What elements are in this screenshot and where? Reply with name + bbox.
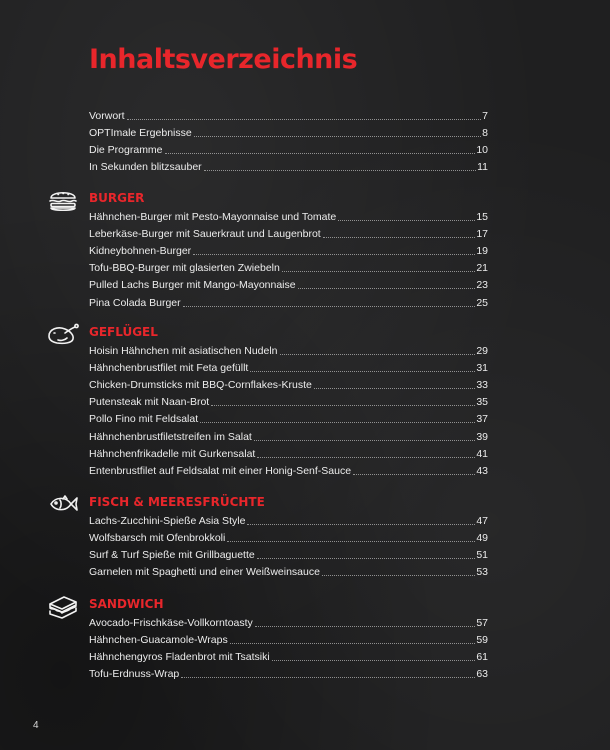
section-heading: SANDWICH xyxy=(89,597,164,611)
toc-entry-title: Leberkäse-Burger mit Sauerkraut und Laugenbrot xyxy=(89,228,321,241)
toc-entry-title: Tofu-Erdnuss-Wrap xyxy=(89,668,180,681)
toc-entry xyxy=(89,241,488,258)
dot-leader xyxy=(127,118,482,120)
toc-entry-title: Hoisin Hähnchen mit asiatischen Nudeln xyxy=(89,345,278,357)
dot-leader xyxy=(230,642,476,644)
toc-entry-page: 10 xyxy=(476,144,488,157)
fish-icon xyxy=(46,491,80,517)
toc-entry-page: 15 xyxy=(476,211,488,223)
toc-entry-title: Hähnchengyros Fladenbrot mit Tsatsiki xyxy=(89,651,270,664)
toc-entry-page: 23 xyxy=(476,279,488,292)
toc-entry-page: 47 xyxy=(476,515,488,527)
toc-entry xyxy=(89,258,488,275)
toc-entry-title: Die Programme xyxy=(89,144,163,157)
toc-entry-title: Pina Colada Burger xyxy=(89,296,181,309)
toc-entry xyxy=(89,123,488,140)
dot-leader xyxy=(282,270,475,272)
dot-leader xyxy=(255,625,476,627)
dot-leader xyxy=(322,574,475,576)
dot-leader xyxy=(193,253,475,255)
toc-entry xyxy=(89,207,488,224)
dot-leader xyxy=(194,135,481,137)
chicken-icon xyxy=(46,321,80,347)
toc-entry xyxy=(89,613,488,630)
toc-entry xyxy=(89,224,488,241)
toc-entry-page: 25 xyxy=(476,296,488,309)
toc-entry xyxy=(89,140,488,157)
page-title: Inhaltsverzeichnis xyxy=(89,44,358,75)
dot-leader xyxy=(165,152,476,154)
toc-entry-page: 33 xyxy=(476,379,488,392)
toc-entry xyxy=(89,293,488,310)
toc-entry-title: Tofu-BBQ-Burger mit glasierten Zwiebeln xyxy=(89,262,280,275)
toc-entry-page: 37 xyxy=(476,413,488,426)
toc-entry-page: 43 xyxy=(476,464,488,477)
toc-entry xyxy=(89,358,488,375)
toc-entry-page: 31 xyxy=(476,362,488,375)
toc-entry-title: Lachs-Zucchini-Spieße Asia Style xyxy=(89,515,246,527)
toc-entry-page: 17 xyxy=(476,228,488,241)
toc-entry-title: Garnelen mit Spaghetti und einer Weißweinsauce xyxy=(89,566,320,579)
toc-entry xyxy=(89,106,488,123)
toc-entry-page: 63 xyxy=(476,668,488,681)
toc-entry xyxy=(89,275,488,292)
toc-entry-page: 8 xyxy=(482,127,488,140)
dot-leader xyxy=(314,387,475,389)
dot-leader xyxy=(298,287,476,289)
toc-entry-title: Hähnchenbrustfilet mit Feta gefüllt xyxy=(89,362,249,375)
toc-entry xyxy=(89,341,488,358)
toc-entry-page: 61 xyxy=(476,651,488,664)
toc-entry-page: 53 xyxy=(476,566,488,579)
toc-entry xyxy=(89,511,488,528)
toc-entry-title: Hähnchenfrikadelle mit Gurkensalat xyxy=(89,447,256,460)
toc-entry xyxy=(89,444,488,461)
toc-entry xyxy=(89,461,488,478)
toc-entry-title: Putensteak mit Naan-Brot xyxy=(89,396,210,409)
dot-leader xyxy=(323,236,476,238)
dot-leader xyxy=(272,659,476,661)
toc-entry-page: 41 xyxy=(476,447,488,460)
dot-leader xyxy=(227,540,475,542)
dot-leader xyxy=(338,219,475,221)
toc-entry xyxy=(89,392,488,409)
dot-leader xyxy=(204,169,476,171)
toc-entry-page: 29 xyxy=(476,345,488,357)
toc-entry-page: 19 xyxy=(476,245,488,258)
toc-entry-title: Hähnchenbrustfiletstreifen im Salat xyxy=(89,430,252,443)
section-heading: GEFLÜGEL xyxy=(89,325,158,339)
toc-entry-page: 11 xyxy=(477,161,488,174)
toc-entry xyxy=(89,664,488,681)
toc-entry-title: In Sekunden blitzsauber xyxy=(89,161,202,174)
toc-entry xyxy=(89,562,488,579)
toc-entry xyxy=(89,157,488,174)
toc-entry-page: 39 xyxy=(476,430,488,443)
dot-leader xyxy=(257,456,475,458)
dot-leader xyxy=(183,305,476,307)
page-number: 4 xyxy=(33,720,39,731)
toc-entry-title: Surf & Turf Spieße mit Grillbaguette xyxy=(89,549,255,562)
toc-entry xyxy=(89,545,488,562)
toc-entry-title: Pollo Fino mit Feldsalat xyxy=(89,413,199,426)
dot-leader xyxy=(353,473,475,475)
dot-leader xyxy=(247,523,475,525)
toc-entry-title: Hähnchen-Guacamole-Wraps xyxy=(89,634,228,647)
toc-entry-title: Avocado-Frischkäse-Vollkorntoasty xyxy=(89,617,253,629)
toc-entry-title: Vorwort xyxy=(89,110,125,122)
toc-entry xyxy=(89,427,488,444)
toc-entry-title: Entenbrustfilet auf Feldsalat mit einer Honig-Senf-Sauce xyxy=(89,464,352,477)
dot-leader xyxy=(280,353,476,355)
toc-entry-page: 49 xyxy=(476,532,488,545)
toc-entry-title: Wolfsbarsch mit Ofenbrokkoli xyxy=(89,532,226,545)
toc-entry-page: 59 xyxy=(476,634,488,647)
toc-entry-title: Kidneybohnen-Burger xyxy=(89,245,192,258)
section-heading: FISCH & MEERESFRÜCHTE xyxy=(89,495,265,509)
section-heading: BURGER xyxy=(89,191,145,205)
toc-entry-title: OPTImale Ergebnisse xyxy=(89,127,192,140)
toc-entry-title: Chicken-Drumsticks mit BBQ-Cornflakes-Kruste xyxy=(89,379,312,392)
dot-leader xyxy=(181,676,475,678)
dot-leader xyxy=(250,370,475,372)
toc-entry xyxy=(89,375,488,392)
toc-entry xyxy=(89,630,488,647)
toc-entry-title: Pulled Lachs Burger mit Mango-Mayonnaise xyxy=(89,279,296,292)
toc-entry xyxy=(89,409,488,426)
burger-icon xyxy=(46,187,80,213)
toc-entry-page: 35 xyxy=(476,396,488,409)
dot-leader xyxy=(200,421,475,423)
toc-entry-title: Hähnchen-Burger mit Pesto-Mayonnaise und Tomate xyxy=(89,211,337,223)
toc-entry-page: 51 xyxy=(476,549,488,562)
toc-entry-page: 21 xyxy=(476,262,488,275)
toc-entry-page: 57 xyxy=(476,617,488,629)
sandwich-icon xyxy=(46,593,80,619)
dot-leader xyxy=(254,439,475,441)
toc-entry xyxy=(89,647,488,664)
dot-leader xyxy=(211,404,475,406)
toc-entry xyxy=(89,528,488,545)
toc-entry-page: 7 xyxy=(482,110,488,122)
dot-leader xyxy=(257,557,476,559)
